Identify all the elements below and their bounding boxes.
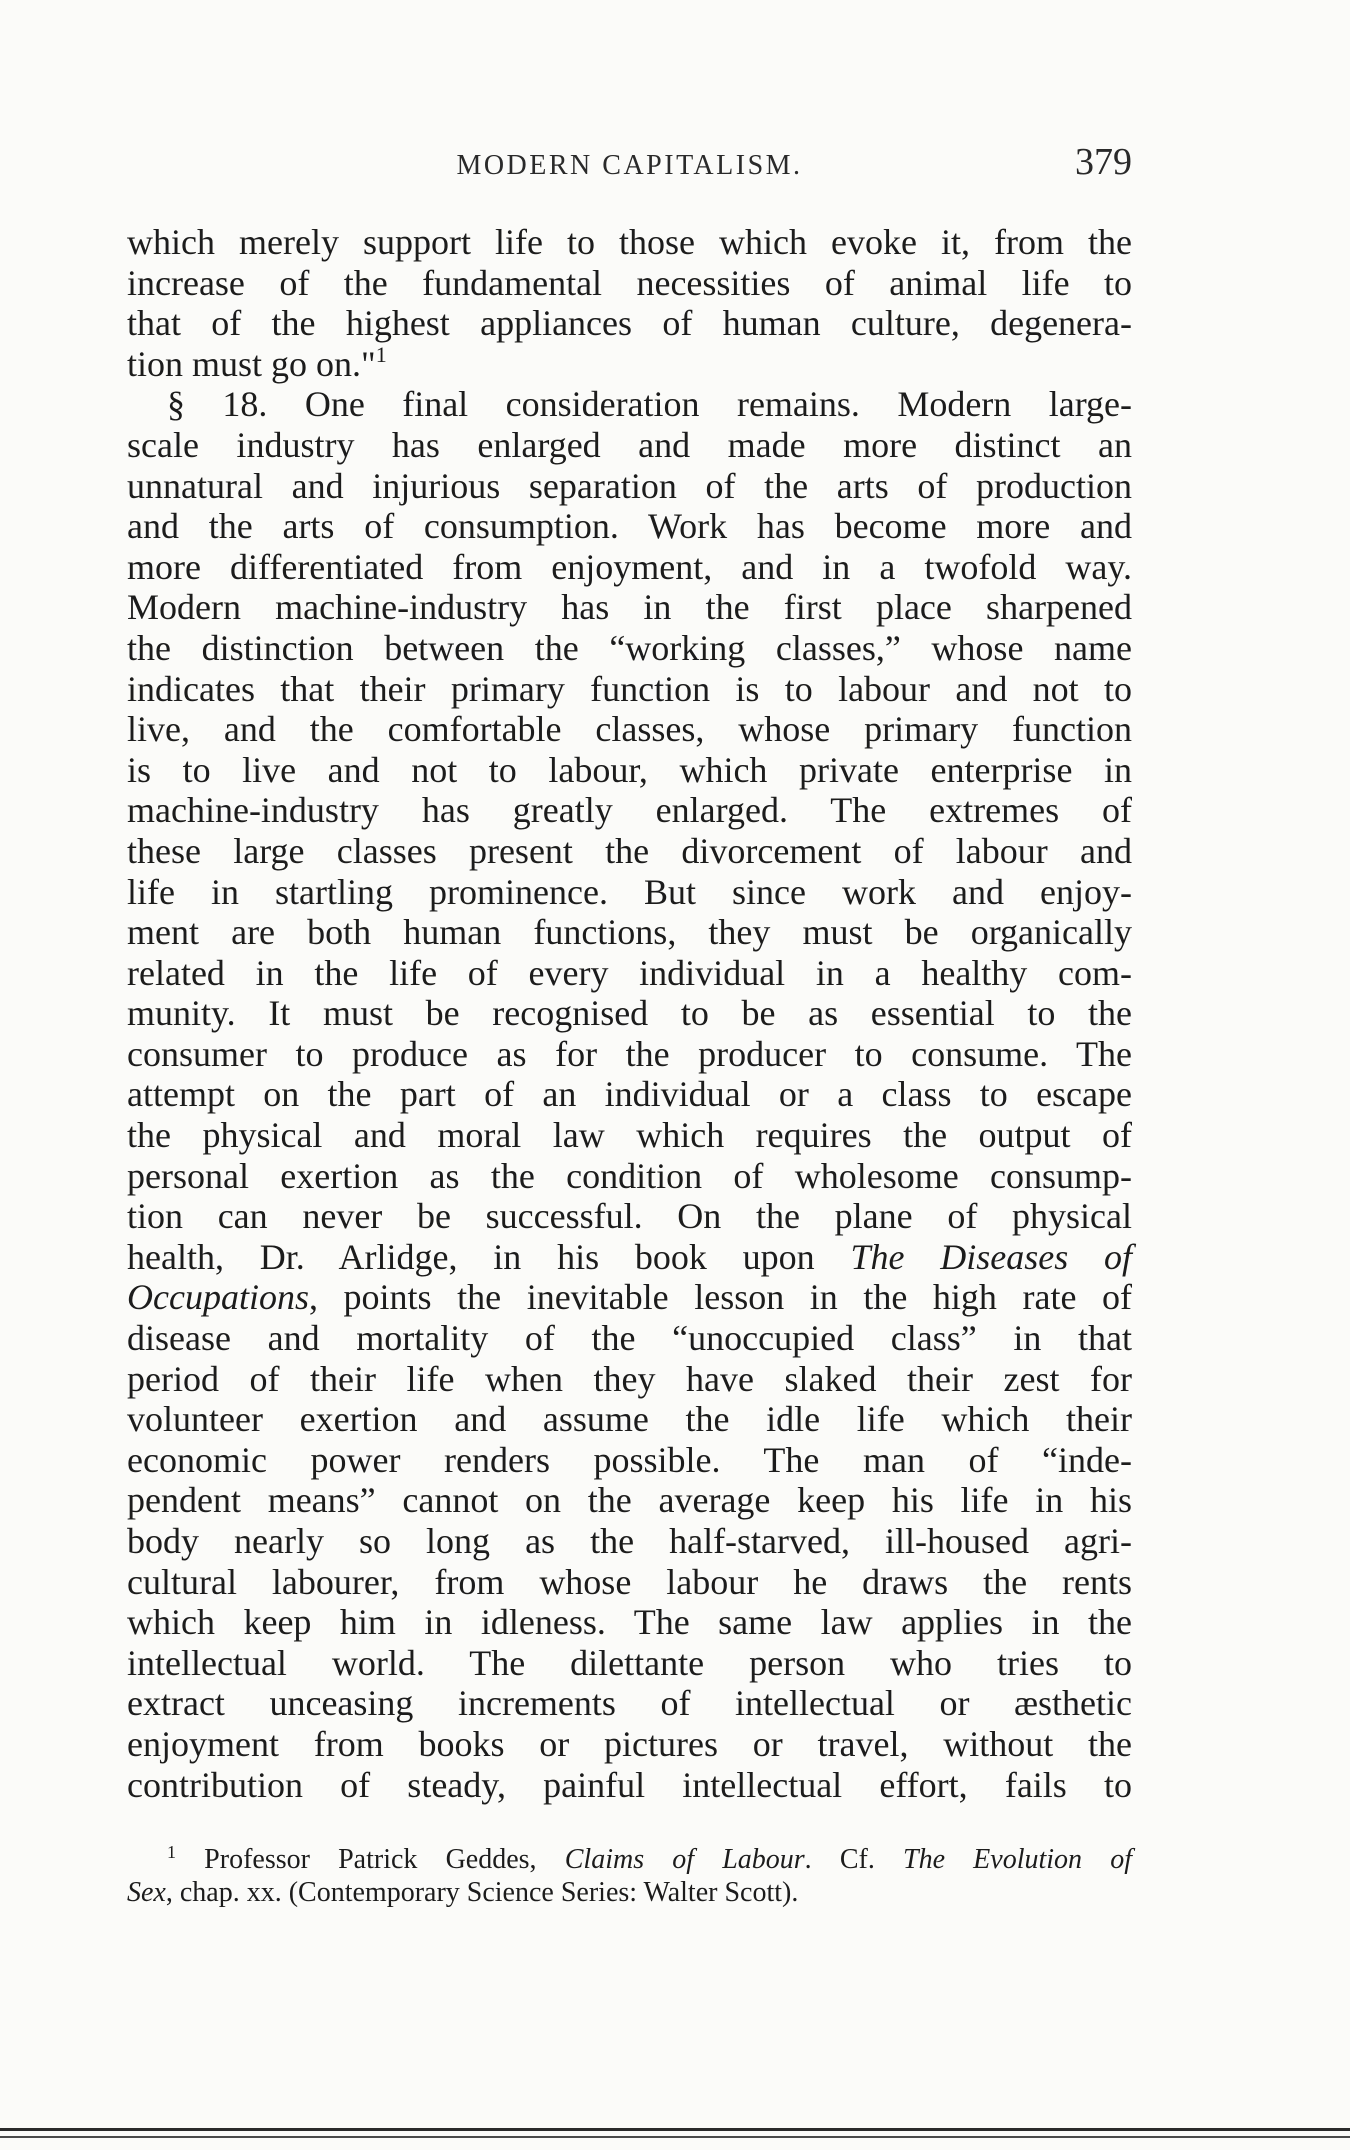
book-title: The Diseases of: [850, 1236, 1132, 1277]
bottom-rule-thin: [0, 2136, 1350, 2138]
footnote-line: [127, 1876, 1132, 1909]
text-line: these large classes present the divorcement of labour and: [127, 830, 1132, 871]
line-text: points the inevitable lesson in the high rate of: [343, 1277, 1133, 1318]
text-line: body nearly so long as the half-starved, ill-housed agri-: [127, 1521, 1132, 1561]
text-line: machine-industry has greatly enlarged. The extremes of: [127, 790, 1132, 831]
text-line: that of the highest appliances of human culture, degenera-: [127, 303, 1132, 344]
text-line: the physical and moral law which requires the output of: [127, 1115, 1132, 1156]
text-line: and the arts of consumption. Work has become more and: [127, 506, 1132, 547]
footnote-title: The Evolution of: [903, 1844, 1132, 1875]
footnote-marker: 1: [167, 1842, 176, 1862]
text-line: personal exertion as the condition of wholesome consump-: [127, 1155, 1132, 1196]
text-line: related in the life of every individual in a healthy com-: [127, 952, 1132, 993]
text-line: Modern machine-industry has in the first place sharpened: [127, 587, 1132, 628]
footnote-ref: 1: [375, 341, 387, 367]
text-line: consumer to produce as for the producer to consume. The: [127, 1033, 1132, 1074]
text-line: indicates that their primary function is to labour and not to: [127, 668, 1132, 709]
footnote-line: [127, 1843, 1132, 1876]
text-line: enjoyment from books or pictures or travel, without the: [127, 1723, 1132, 1764]
paragraph-start: § 18. One final consideration remains. Modern large-: [167, 384, 1132, 425]
text-line: extract unceasing increments of intellectual or æsthetic: [127, 1683, 1132, 1724]
text-line: ment are both human functions, they must be organically: [127, 912, 1132, 953]
text-line: economic power renders possible. The man of “inde-: [127, 1439, 1132, 1480]
text-line: scale industry has enlarged and made more distinct an: [127, 424, 1132, 465]
page-number: 379: [1075, 141, 1132, 183]
text-line: [127, 1237, 1132, 1278]
footnote-title: Sex: [127, 1877, 166, 1908]
bottom-rule: [0, 2128, 1350, 2131]
text-line: disease and mortality of the “unoccupied class” in that: [127, 1318, 1132, 1359]
text-line: [127, 1277, 1132, 1318]
footnote-title: Claims of Labour: [564, 1844, 805, 1875]
text-line: contribution of steady, painful intellectual effort, fails to: [127, 1764, 1132, 1805]
footnote-text: Professor Patrick Geddes,: [204, 1844, 565, 1875]
text-line: live, and the comfortable classes, whose primary function: [127, 709, 1132, 750]
quote-end: tion must go on.": [127, 343, 376, 384]
text-line: [127, 341, 1132, 385]
body-text: [127, 222, 1132, 1805]
text-line: more differentiated from enjoyment, and in a twofold way.: [127, 546, 1132, 587]
comma: ,: [308, 1277, 318, 1318]
text-line: unnatural and injurious separation of the arts of production: [127, 465, 1132, 506]
text-line: increase of the fundamental necessities of animal life to: [127, 262, 1132, 303]
text-line: volunteer exertion and assume the idle life which their: [127, 1399, 1132, 1440]
text-line: pendent means” cannot on the average keep his life in his: [127, 1480, 1132, 1521]
footnote: [127, 1843, 1132, 1909]
footnote-text: . Cf.: [804, 1844, 904, 1875]
text-line: the distinction between the “working classes,” whose name: [127, 627, 1132, 668]
text-line: munity. It must be recognised to be as essential to the: [127, 993, 1132, 1034]
text-line: attempt on the part of an individual or a class to escape: [127, 1074, 1132, 1115]
text-line: intellectual world. The dilettante person who tries to: [127, 1642, 1132, 1683]
text-line: is to live and not to labour, which private enterprise in: [127, 749, 1132, 790]
text-line: life in startling prominence. But since work and enjoy-: [127, 871, 1132, 912]
text-line: which keep him in idleness. The same law applies in the: [127, 1602, 1132, 1643]
book-title-cont: Occupations: [127, 1277, 309, 1318]
line-text: health, Dr. Arlidge, in his book upon: [127, 1236, 851, 1277]
footnote-text: , chap. xx. (Contemporary Science Series: Walter Scott).: [165, 1877, 799, 1908]
text-line: cultural labourer, from whose labour he draws the rents: [127, 1561, 1132, 1602]
text-line: which merely support life to those which evoke it, from the: [127, 222, 1132, 262]
running-head: MODERN CAPITALISM.: [456, 150, 803, 181]
page-header: [127, 140, 1132, 196]
text-line: period of their life when they have slaked their zest for: [127, 1358, 1132, 1399]
text-line: tion can never be successful. On the plane of physical: [127, 1196, 1132, 1237]
